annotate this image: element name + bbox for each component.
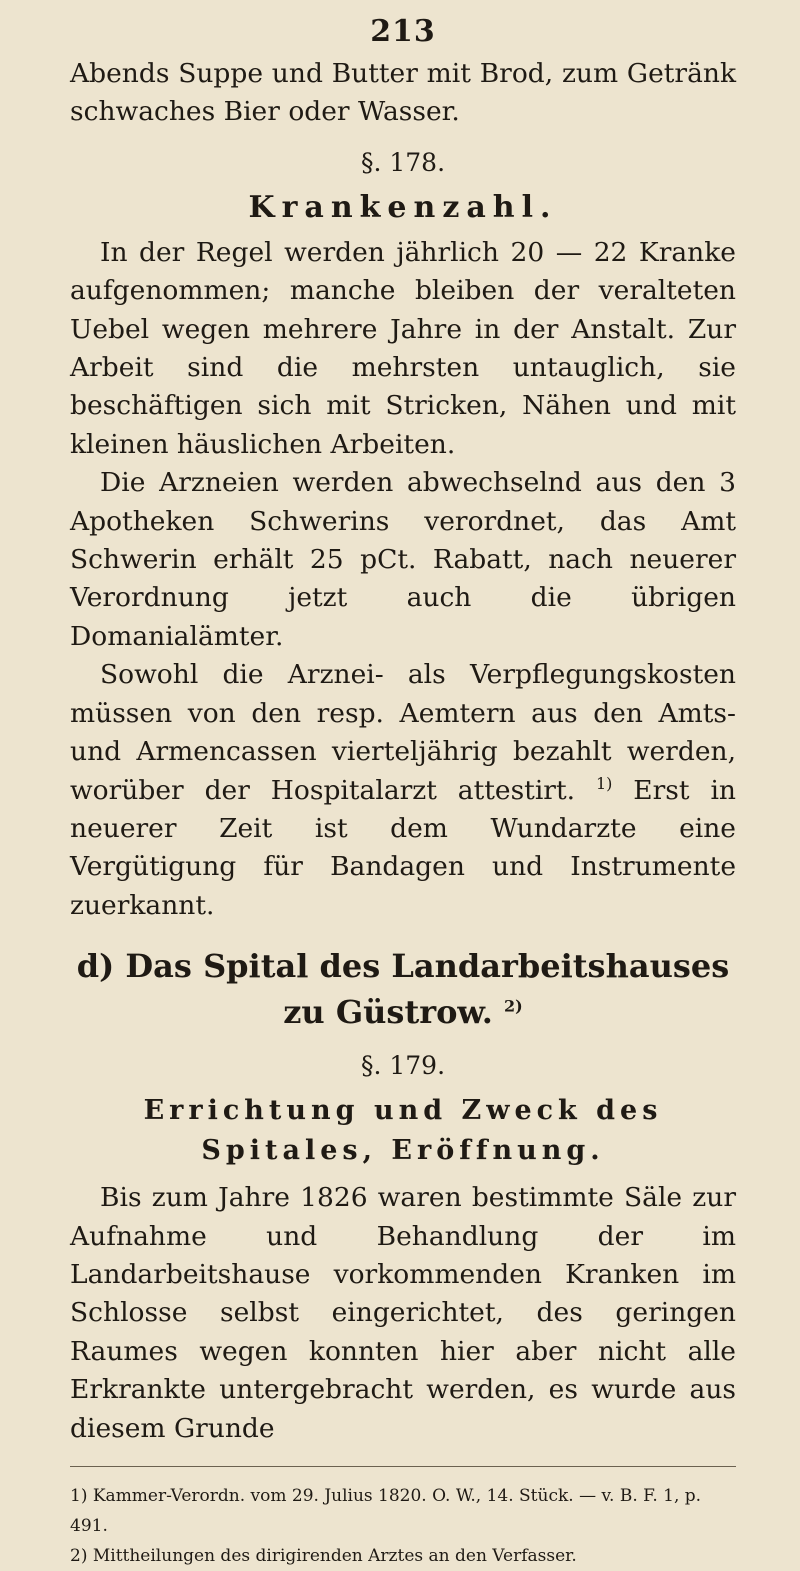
- section-178-paragraph-4-text: Erst in neuerer Zeit ist dem Wundarzte eine Vergütigung für Bandagen und Instrumente zuerkannt.: [70, 774, 736, 921]
- section-179-number: §. 179.: [360, 1051, 446, 1081]
- subsection-d-title-text: d) Das Spital des Landarbeitshauses zu Güstrow.: [76, 947, 730, 1032]
- section-178-title: Krankenzahl.: [248, 189, 558, 225]
- section-178-paragraph-3-text: Sowohl die Arznei- als Verpflegungskosten müssen von den resp. Aemtern aus den Amts- und Armencassen vierteljährig bezahlt werden, worüber der Hospitalarzt attestirt.: [70, 659, 736, 806]
- section-178-number: §. 178.: [360, 147, 446, 177]
- section-179-paragraph: Bis zum Jahre 1826 waren bestimmte Säle zur Aufnahme und Behandlung der im Landarbeitshause vorkommenden Kranken im Schlosse selbst eingerichtet, des geringen Raumes wegen konnten hier aber nicht alle Erkrankte untergebracht werden, es wurde aus diesem Grunde: [70, 1182, 736, 1444]
- subsection-d-title: [70, 943, 736, 1035]
- section-178-paragraph-3: [70, 656, 736, 925]
- footnote-ref-2: 2): [504, 996, 523, 1016]
- intro-paragraph: Abends Suppe und Butter mit Brod, zum Getränk schwaches Bier oder Wasser.: [70, 58, 736, 128]
- section-179-title: Errichtung und Zweck des Spitales, Eröffnung.: [143, 1095, 663, 1167]
- footnote-2: 2) Mittheilungen des dirigirenden Arztes an den Verfasser.: [70, 1545, 577, 1566]
- section-178-paragraph-1: In der Regel werden jährlich 20 — 22 Kranke aufgenommen; manche bleiben der veralteten Uebel wegen mehrere Jahre in der Anstalt. Zur Arbeit sind die mehrsten untauglich, sie beschäftigen sich mit Stricken, Nähen und mit kleinen häuslichen Arbeiten.: [70, 236, 736, 460]
- section-178-paragraph-2: Die Arzneien werden abwechselnd aus den 3 Apotheken Schwerins verordnet, das Amt Schwerin erhält 25 pCt. Rabatt, nach neuerer Verordnung jetzt auch die übrigen Domanialämter.: [70, 467, 736, 652]
- footnote-ref-1: 1): [595, 773, 613, 793]
- footnote-1: 1) Kammer-Verordn. vom 29. Julius 1820. O. W., 14. Stück. — v. B. F. 1, p. 491.: [70, 1485, 702, 1536]
- page-number: 213: [370, 14, 436, 49]
- footnotes: [70, 1466, 736, 1571]
